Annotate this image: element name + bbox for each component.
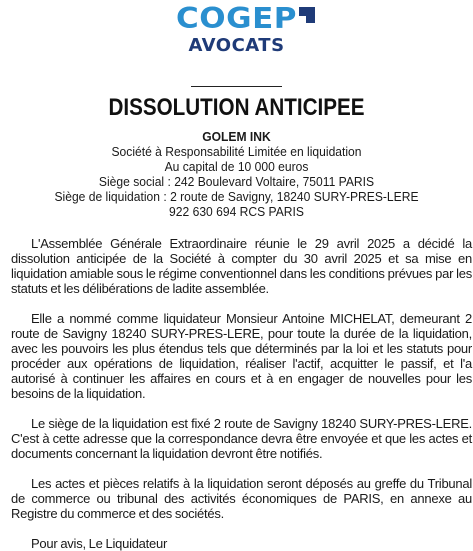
logo-name: COGEP: [176, 2, 297, 36]
divider: [191, 86, 282, 87]
company-liquidation-office: Siège de liquidation : 2 route de Savigny, 18240 SURY-PRES-LERE: [54, 189, 419, 204]
company-capital: Au capital de 10 000 euros: [164, 159, 309, 174]
company-block: [0, 129, 473, 219]
paragraph-filing: Les actes et pièces relatifs à la liquidation seront déposés au greffe du Tribunal de commerce ou tribunal des activités économiques de PARIS, en annexe au Registre du commerce et des sociétés.: [11, 476, 472, 521]
paragraph-liquidator: Elle a nommé comme liquidateur Monsieur Antoine MICHELAT, demeurant 2 route de Savigny 18240 SURY-PRES-LERE, pour toute la durée de la liquidation, avec les pouvoirs les plus étendus tels que déterminés par la loi et les statuts pour procéder aux opérations de liquidation, réaliser l'actif, acquitter le passif, et l'a autorisé à continuer les affaires en cours et à en engager de nouvelles pour les besoins de la liquidation.: [11, 311, 472, 401]
logo-square-mark-icon: [299, 7, 315, 23]
cogep-logo: [0, 4, 473, 56]
signature: Pour avis, Le Liquidateur: [31, 536, 168, 551]
paragraph-dissolution: L'Assemblée Générale Extraordinaire réunie le 29 avril 2025 a décidé la dissolution anticipée de la Société à compter du 30 avril 2025 et sa mise en liquidation amiable sous le régime conventionnel dans les conditions prévues par les statuts et les délibérations de ladite assemblée.: [11, 236, 472, 296]
company-rcs: 922 630 694 RCS PARIS: [169, 204, 304, 219]
company-legal-form: Société à Responsabilité Limitée en liquidation: [111, 144, 362, 159]
logo-subtitle: AVOCATS: [188, 35, 285, 56]
paragraph-liquidation-seat: Le siège de la liquidation est fixé 2 route de Savigny 18240 SURY-PRES-LERE. C'est à cette adresse que la correspondance devra être envoyée et que les actes et documents concernant la liquidation devront être notifiés.: [11, 416, 472, 461]
company-head-office: Siège social : 242 Boulevard Voltaire, 75011 PARIS: [98, 174, 375, 189]
notice-title: DISSOLUTION ANTICIPEE: [108, 94, 365, 121]
logo-wordmark: [176, 4, 297, 34]
notice-body: [11, 236, 472, 551]
company-name: GOLEM INK: [202, 129, 271, 144]
